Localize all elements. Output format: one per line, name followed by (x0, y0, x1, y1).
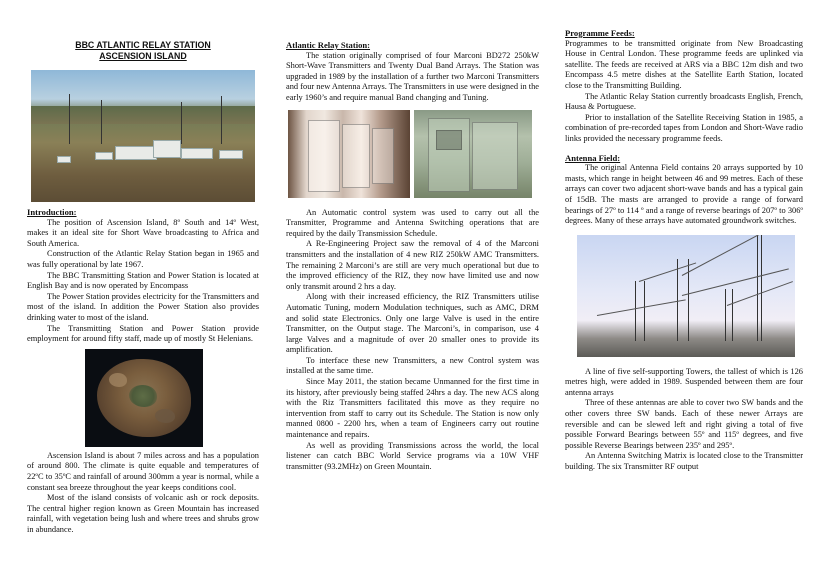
relay-paragraph: As well as providing Transmissions across the world, the local listener can catch BBC World Service programs via a 10W VHF transmitter (93.2MHz) on Green Mountain. (286, 440, 539, 471)
intro-paragraph: The position of Ascension Island, 8º South and 14º West, makes it an ideal site for Short Wave broadcasting to Africa and South America. (27, 217, 259, 248)
feeds-paragraph: Programmes to be transmitted originate from New Broadcasting House in Central London. These programme feeds are uplinked via satellite. The feeds are received at ARS via a BBC 12m dish and two Encompass 4.5 metre dishes at the Satellite Earth Station, located close to the Transmitting Building. (565, 38, 803, 90)
island-paragraph: Most of the island consists of volcanic ash or rock deposits. The central higher region known as Green Mountain has increased rainfall, with vegetation being lush and where trees and shrubs grow in abundance. (27, 493, 259, 534)
title-line-1: BBC ATLANTIC RELAY STATION (75, 40, 211, 50)
antenna-paragraph: Three of these antennas are able to cover two SW bands and the other covers three SW bands. Each of these newer Arrays are reversible and can be slewed left and right giving a total of five possible Forward Bearings between 55º and 115º degrees, and five possible Reverse Bearings between 235º and 295º. (565, 398, 803, 450)
column-right (565, 0, 803, 473)
island-paragraph: Ascension Island is about 7 miles across and has a population of around 800. The climate is quite equable and temperatures of 22ºC to 35ºC and rainfall of around 300mm a year is normal, while a constant sea breeze throughout the year keeps conditions cool. (27, 450, 259, 492)
station-aerial-photo (31, 70, 255, 202)
intro-paragraph: Construction of the Atlantic Relay Station began in 1965 and was fully operational by late 1967. (27, 249, 259, 269)
island-satellite-photo (85, 349, 203, 447)
title-line-2: ASCENSION ISLAND (99, 51, 187, 61)
antenna-paragraph: A line of five self-supporting Towers, the tallest of which is 126 metres high, were added in 1989. Suspended between them are four antenna arrays (565, 366, 803, 397)
relay-station-heading: Atlantic Relay Station: (286, 40, 371, 50)
column-middle (286, 0, 539, 472)
marconi-transmitter-photo (288, 110, 410, 198)
relay-paragraph: An Automatic control system was used to carry out all the Transmitter, Programme and Antenna Switching operations that are required by the daily Transmission Schedule. (286, 207, 539, 238)
feeds-paragraph: Prior to installation of the Satellite Receiving Station in 1985, a combination of pre-recorded tapes from London and Short-Wave radio links provided the necessary programme feeds. (565, 112, 803, 143)
transmitter-photos (288, 110, 539, 198)
intro-heading: Introduction: (27, 207, 77, 217)
intro-paragraph: The BBC Transmitting Station and Power Station is located at English Bay and is now operated by Encompass (27, 270, 259, 291)
antenna-field-heading: Antenna Field: (565, 152, 621, 163)
riz-transmitter-photo (414, 110, 532, 198)
relay-paragraph: A Re-Engineering Project saw the removal of 4 of the Marconi transmitters and the installation of 4 new RIZ 250kW AMC Transmitters. The remaining 2 Marconi’s are still are very much operational but due to the improved efficiency of the RIZ, they now have limited use and now only transmit around 2 hrs a day. (286, 239, 539, 291)
intro-paragraph: The Transmitting Station and Power Station provide employment for around fifty staff, made up of mostly St Helenians. (27, 323, 259, 344)
column-left (27, 0, 259, 535)
page-title (27, 40, 259, 62)
intro-paragraph: The Power Station provides electricity for the Transmitters and most of the island. In addition the Power Station also provides drinking water to most of the island. (27, 291, 259, 322)
antenna-paragraph: An Antenna Switching Matrix is located close to the Transmitter building. The six Transmitter RF output (565, 451, 803, 472)
relay-paragraph: To interface these new Transmitters, a new Control system was installed at the same time. (286, 355, 539, 376)
relay-paragraph: Since May 2011, the station became Unmanned for the first time in its history, after previously being staffed 24hrs a day. The new ACS along with the Riz Transmitters facilitated this move as they require no intervention from staff to carry out its Schedule. The Station is now only manned 0800 - 2200 hrs, when a team of Engineers carry out routine maintenance and repairs. (286, 377, 539, 440)
relay-paragraph: Along with their increased efficiency, the RIZ Transmitters utilise Automatic Tuning, modern Modulation techniques, such as AMC, DRM and solid state Electronics. Only one large Valve is used in the entire Transmitter, on the Output stage. The Marconi’s, in comparison, use 4 large Valves and a magnitude of over 20 smaller ones to provide its amplification. (286, 292, 539, 355)
feeds-paragraph: The Atlantic Relay Station currently broadcasts English, French, Hausa & Portuguese. (565, 91, 803, 112)
programme-feeds-heading: Programme Feeds: (565, 28, 635, 38)
antenna-towers-photo (577, 235, 795, 357)
antenna-paragraph: The original Antenna Field contains 20 arrays supported by 10 masts, which range in height between 46 and 99 metres. Each of these arrays can cover two adjacent short-wave bands and has a typical gain of 15dB. The masts are arranged to provide a range of forward bearings of 27º to 114 º and a range of reverse bearings of 207º to 306º degrees. Many of these arrays have automated groundwork switches. (565, 163, 803, 226)
relay-paragraph: The station originally comprised of four Marconi BD272 250kW Short-Wave Transmitters and Twenty Dual Band Arrays. The Station was upgraded in 1989 by the installation of a further two Marconi Transmitters and four new Antenna Arrays. The Transmitters in use were designed in the early 1960’s and require manual Band changing and Tuning. (286, 50, 539, 102)
